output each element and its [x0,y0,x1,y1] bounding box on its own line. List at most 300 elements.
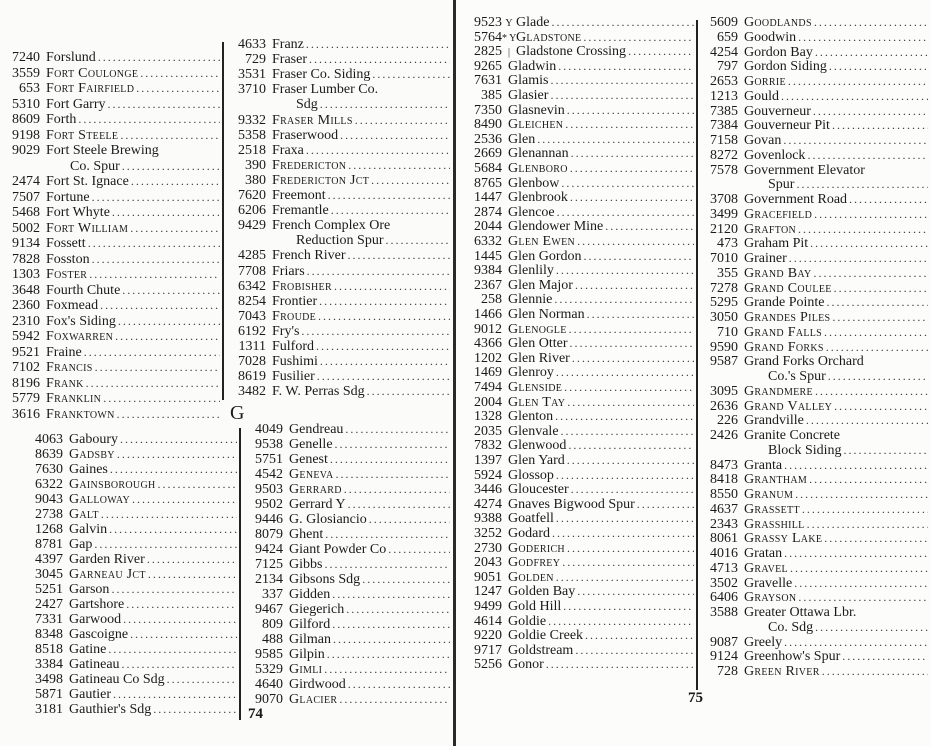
dot-leader [318,309,450,324]
left-top-column-1 [2,50,220,422]
station-code: 4274 [474,496,502,512]
dot-leader [809,472,928,487]
station-name: Gilman [289,632,331,647]
station-row [228,82,450,97]
dot-leader [92,252,220,267]
dot-leader [552,526,694,541]
dot-leader [113,687,237,702]
dot-leader [136,81,220,96]
station-code: 9198 [12,127,40,143]
dot-leader [95,360,220,375]
station-code: 380 [245,172,266,188]
station-row [700,281,928,296]
station-name: Foster [46,267,88,282]
dot-leader [123,612,237,627]
station-name: Fort Whyte [46,205,110,220]
station-name: Govenlock [744,147,806,163]
station-code: 2825 [474,44,502,60]
station-name: Gaines [69,462,108,477]
station-name: Goodlands [744,15,812,30]
station-row [228,369,450,384]
station-row [700,517,928,532]
station-name: Galvin [69,522,108,537]
station-row [245,557,450,572]
station-name: Frank [46,375,84,391]
station-code: 7331 [35,612,63,627]
station-code: 8609 [12,112,40,127]
station-row [228,173,450,188]
station-row [464,263,694,278]
station-code: 9087 [710,634,738,650]
station-row [228,113,450,128]
station-name: Glen Yard [508,453,565,468]
station-row [228,143,450,158]
station-name: Glenbow [508,175,560,191]
dot-leader [568,438,694,453]
station-row [700,118,928,133]
station-code: 5684 [474,161,502,176]
station-row [228,324,450,339]
station-row [464,468,694,483]
station-code: 1447 [474,190,502,206]
station-code: 7384 [710,118,738,134]
dot-leader [372,67,450,82]
dot-leader [332,617,450,632]
station-row [464,555,694,570]
station-name: F. W. Perras Sdg [272,384,365,400]
station-row [464,497,694,512]
station-row [245,512,450,527]
station-code: 797 [717,59,738,75]
station-code: 9538 [255,437,283,452]
station-name: Fosston [46,251,90,267]
station-name: Grande Pointe [744,295,825,311]
dot-leader [131,174,220,189]
station-code: 5924 [474,467,502,483]
station-row [2,407,220,422]
station-name: Fraser Mills [272,112,353,128]
station-row [700,266,928,281]
station-name: Gouverneur Pit [744,118,830,134]
station-code: 9388 [474,511,502,527]
station-name: Fox's Siding [46,313,116,329]
station-name: Glenroy [508,365,554,381]
station-code: 2738 [35,507,63,522]
station-code: 9220 [474,628,502,644]
station-row [2,50,220,65]
station-name: Gatineau [69,657,120,672]
station-row [228,52,450,67]
dot-leader [807,148,928,163]
station-name: Granite Concrete [744,428,841,443]
station-code: 7507 [12,189,40,205]
dot-leader [88,236,220,251]
dot-leader [92,190,220,205]
dot-leader [571,482,694,497]
dot-leader [89,267,220,282]
station-row [700,413,928,428]
station-name: Froude [272,308,317,324]
station-name: Foxwarren [46,329,114,344]
station-name: Fortune [46,189,90,205]
station-row [228,384,450,399]
station-code: 6192 [238,323,266,339]
station-name: Franz [272,37,304,52]
dot-leader [94,537,237,552]
station-row [700,576,928,591]
dot-leader [784,458,928,473]
station-row [25,462,237,477]
dot-leader [103,391,220,406]
station-name: Granum [744,487,794,502]
station-name: Galloway [69,492,131,507]
station-mark: * Y [502,32,517,44]
station-name: Gracefield [744,206,813,222]
station-name: Grayson [744,590,797,606]
station-code: 3482 [238,384,266,400]
dot-leader [324,557,450,572]
station-row [228,67,450,82]
dot-leader [344,482,450,497]
station-code: 8196 [12,375,40,391]
station-name: Forth [46,112,77,127]
station-name: Glen Gordon [508,248,582,264]
station-name: Fraser [272,52,307,68]
station-row [2,128,220,143]
station-code: 9502 [255,497,283,512]
station-row [2,360,220,375]
station-code: 7385 [710,103,738,119]
station-code: 9124 [710,649,738,665]
station-name: Fredericton [272,157,347,173]
station-row [228,294,450,309]
station-row [464,511,694,526]
station-name: Goodwin [744,29,797,45]
dot-leader [815,45,928,60]
dot-leader [333,632,450,647]
station-row [228,339,450,354]
station-code: 8550 [710,487,738,502]
station-name: Glenton [508,409,554,425]
dot-leader [317,369,450,384]
station-name: Goldie Creek [508,628,584,644]
station-name: Fushimi [272,354,318,370]
station-name: Glenbrook [508,190,568,206]
dot-leader [569,336,694,351]
station-code: 8473 [710,457,738,473]
station-code: 1328 [474,409,502,425]
station-code: 9523 [474,15,502,30]
station-name: Glasnevin [508,102,565,118]
station-code: 809 [262,617,283,632]
station-row [464,570,694,585]
station-row [464,453,694,468]
station-row [2,314,220,329]
station-code: 8272 [710,147,738,163]
station-row [700,325,928,340]
station-row [464,117,694,132]
station-code: 1202 [474,350,502,366]
station-name: Grand Bay [744,265,812,281]
dot-leader [348,158,450,173]
station-code: 8639 [35,447,63,462]
station-row [228,158,450,173]
station-name: Government Road [744,192,848,207]
station-name: Glen Norman [508,307,585,322]
dot-leader [784,635,928,650]
station-row [25,447,237,462]
station-code: 9332 [238,112,266,128]
station-name: Gladstone Crossing [516,44,627,60]
station-code: 9467 [255,602,283,617]
station-row [700,59,928,74]
station-row [700,561,928,576]
station-row [228,188,450,203]
station-row [700,531,928,546]
station-row [228,203,450,218]
dot-leader [842,649,928,664]
dot-leader [806,413,928,428]
dot-leader [108,642,237,657]
station-row [700,74,928,89]
dot-leader [126,597,237,612]
station-row [245,497,450,512]
station-name: Forslund [46,50,96,65]
station-code: 2044 [474,219,502,235]
dot-leader [824,325,928,340]
station-name: Gnaves Bigwood Spur [508,496,635,512]
station-row [464,15,694,30]
station-code: 4397 [35,552,63,567]
station-name: G. Glosiancio [289,512,367,527]
station-row [25,597,237,612]
dot-leader [577,584,694,599]
dot-leader [339,692,450,707]
station-code: 4614 [474,613,502,629]
station-code: 3648 [12,282,40,298]
station-name: Greenhow's Spur [744,649,841,665]
station-name: Gleichen [508,117,564,133]
station-row [700,472,928,487]
station-name: Garwood [69,612,122,627]
station-row [25,582,237,597]
station-name: French Complex Ore [272,218,391,234]
station-row [2,221,220,236]
station-code: 728 [717,664,738,679]
station-row-continuation [228,233,450,248]
station-code: 3050 [710,310,738,325]
station-code: 5468 [12,205,40,220]
station-row [464,292,694,307]
station-row [25,492,237,507]
dot-leader [567,541,694,556]
station-name: Gilpin [289,647,325,662]
station-name: Fremantle [272,203,329,219]
station-code: 4366 [474,336,502,352]
dot-leader [798,222,928,237]
station-row [464,132,694,147]
dot-leader [101,507,237,522]
station-code: 6206 [238,203,266,219]
station-code: 2043 [474,555,502,571]
station-code: 5295 [710,295,738,311]
dot-leader [325,527,450,542]
station-code: 8254 [238,293,266,309]
station-row [245,482,450,497]
station-name: Friars [272,263,305,279]
station-code: 7158 [710,133,738,148]
station-code: 8418 [710,472,738,488]
dot-leader [556,468,694,483]
station-row [464,278,694,293]
station-name-continuation: Co.'s Spur [768,369,826,384]
station-name: Glennie [508,292,553,308]
dot-leader [336,467,450,482]
station-row [25,567,237,582]
station-name: Glade [516,15,550,30]
station-row [464,322,694,337]
station-name: Garson [69,582,110,597]
station-name: Garneau Jct [69,567,146,582]
dot-leader [148,567,237,582]
station-code: 3181 [35,702,63,717]
station-code: 9429 [238,218,266,234]
station-row [464,614,694,629]
station-row [2,205,220,220]
station-row [700,236,928,251]
dot-leader [834,399,928,414]
dot-leader [548,614,694,629]
station-name: Gorrie [744,74,786,89]
station-name: Geneva [289,467,334,482]
dot-leader [567,453,694,468]
station-name: Fredericton Jct [272,172,370,188]
station-name: Gaboury [69,432,118,447]
dot-leader [605,219,694,234]
station-code: 2427 [35,597,63,612]
dot-leader [306,143,450,158]
station-code: 653 [19,81,40,96]
station-code: 3559 [12,65,40,81]
station-name: Grandville [744,413,804,429]
station-row [245,437,450,452]
dot-leader [167,672,237,687]
station-row [2,112,220,127]
station-row [700,207,928,222]
station-code: 7708 [238,263,266,279]
station-row [2,391,220,406]
station-row-continuation [700,369,928,384]
station-code: 3710 [238,82,266,98]
station-name: Fusilier [272,369,315,385]
station-name: Fort Coulonge [46,65,139,81]
station-code: 3252 [474,526,502,541]
station-code: 8061 [710,531,738,547]
station-code: 8781 [35,537,63,552]
station-code: 5779 [12,391,40,406]
station-name: Gibsons Sdg [289,572,361,587]
station-code: 4542 [255,467,283,482]
dot-leader [829,59,928,74]
station-name: Genest [289,452,328,467]
dot-leader [388,542,450,557]
station-name: Glenside [508,380,563,395]
station-code: 659 [717,29,738,45]
dot-leader [828,369,928,384]
dot-leader [826,340,928,355]
dot-leader [78,112,220,127]
station-code: 9585 [255,647,283,662]
dot-leader [120,432,237,447]
station-code: 8079 [255,527,283,542]
station-name: Francis [46,360,93,375]
station-row [464,584,694,599]
station-code: 7278 [710,280,738,296]
dot-leader [324,662,450,677]
station-code: 2474 [12,174,40,189]
station-code: 9029 [12,143,40,158]
station-row [700,89,928,104]
station-row [228,279,450,294]
station-row [700,458,928,473]
dot-leader [570,190,694,205]
station-code: 729 [245,52,266,68]
station-row [464,73,694,88]
station-name-continuation: Co. Spur [70,158,120,174]
station-code: 3095 [710,383,738,399]
station-row [464,161,694,176]
station-row [700,649,928,664]
station-name: Gouverneur [744,103,811,119]
station-code: 4063 [35,432,63,447]
station-row [464,59,694,74]
station-name: Foxmead [46,298,99,313]
station-name: Gonor [508,657,544,673]
station-row [464,628,694,643]
station-row [25,477,237,492]
dot-leader [569,322,694,337]
left-page [0,0,455,746]
station-row [700,590,928,605]
station-name: Gap [69,537,93,552]
dot-leader [550,88,694,103]
station-name: Frobisher [272,278,332,294]
station-name: Glen Major [508,277,573,293]
station-code: 7832 [474,438,502,454]
station-name: Glencoe [508,204,555,220]
station-row [245,587,450,602]
station-name: Giegerich [289,602,345,617]
station-name: Fort Garry [46,96,106,112]
station-row [2,298,220,313]
station-code: 1213 [710,88,738,104]
station-code: 390 [245,157,266,173]
station-name: Gould [744,88,779,104]
dot-leader [348,677,450,692]
station-name: Goldie [508,613,547,629]
station-row [464,541,694,556]
station-row [245,467,450,482]
station-row-continuation [2,159,220,174]
station-name-continuation: Spur [768,177,795,193]
dot-leader [320,354,450,369]
station-code: 1311 [238,339,266,354]
station-code: 9590 [710,339,738,355]
station-code: 6406 [710,590,738,606]
station-row [2,97,220,112]
dot-leader [345,422,450,437]
dot-leader [784,546,928,561]
